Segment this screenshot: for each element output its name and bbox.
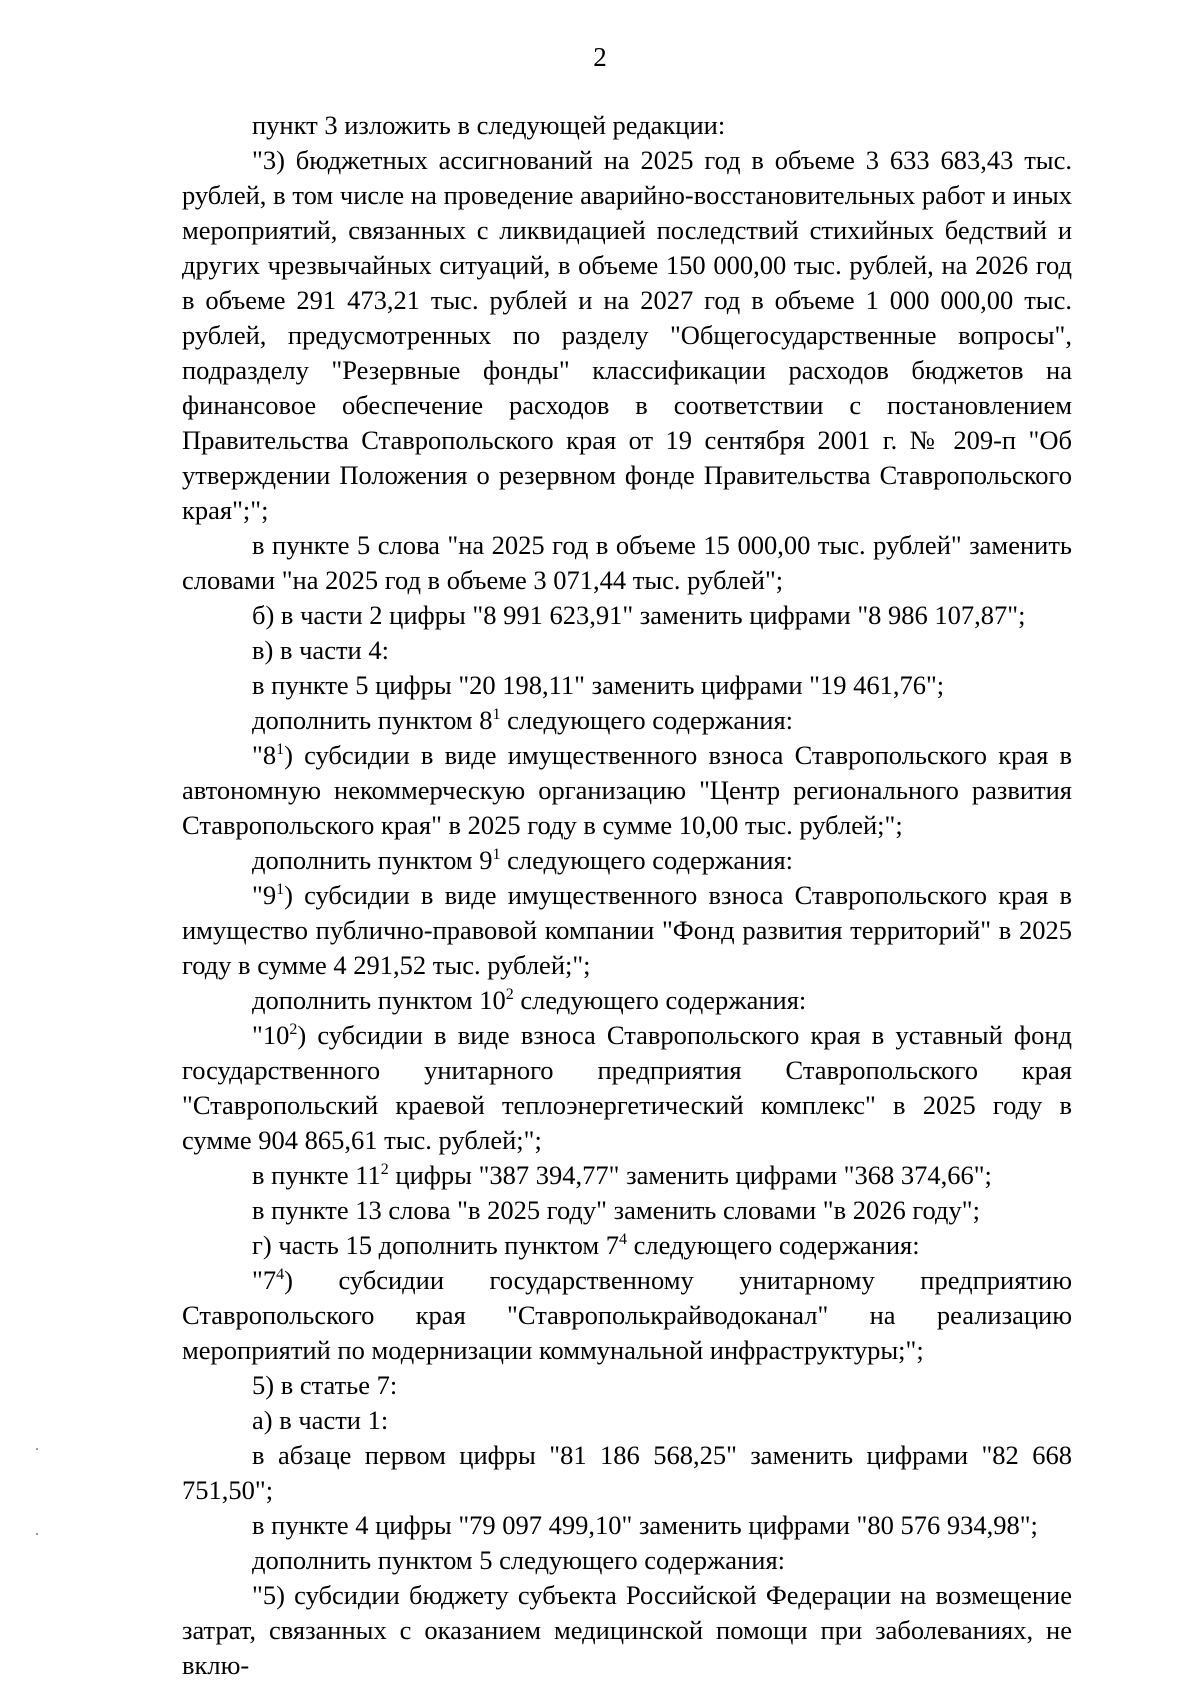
scan-speck	[36, 1448, 38, 1450]
paragraph	[182, 1018, 1072, 1158]
superscript-index: 2	[505, 986, 514, 1003]
paragraph-text: "10	[252, 1020, 290, 1050]
paragraph	[182, 143, 1072, 528]
paragraph-text: в) в части 4:	[252, 635, 389, 665]
paragraph	[182, 1158, 1072, 1193]
paragraph-text: в абзаце первом цифры "81 186 568,25" заменить цифрами "82 668 751,50";	[182, 1440, 1072, 1505]
paragraph-text: в пункте 13 слова "в 2025 году" заменить словами "в 2026 году";	[252, 1195, 980, 1225]
paragraph	[182, 598, 1072, 633]
paragraph-text: ) субсидии в виде имущественного взноса Ставропольского края в автономную некоммерческую организацию "Центр регионального развития Ставропольского края" в 2025 году в сумме 10,00 тыс. рублей;";	[182, 740, 1072, 840]
paragraph	[182, 703, 1072, 738]
paragraph-text: дополнить пунктом 10	[252, 985, 506, 1015]
superscript-index: 2	[380, 1161, 389, 1178]
paragraph	[182, 1403, 1072, 1438]
paragraph	[182, 1193, 1072, 1228]
paragraph-text: следующего содержания:	[513, 985, 807, 1015]
paragraph	[182, 108, 1072, 143]
paragraph	[182, 983, 1072, 1018]
paragraph-text: "9	[252, 880, 277, 910]
paragraph-text: ) субсидии в виде взноса Ставропольского края в уставный фонд государственного унитарного предприятия Ставропольского края "Ставропольский краевой теплоэнергетический комплекс" в 2025 году в сумме 904 865,61 тыс. рублей;";	[182, 1020, 1072, 1155]
superscript-index: 1	[492, 846, 501, 863]
paragraph-text: "8	[252, 740, 277, 770]
superscript-index: 1	[276, 741, 285, 758]
paragraph-text: цифры "387 394,77" заменить цифрами "368 374,66";	[388, 1160, 992, 1190]
paragraph-text: следующего содержания:	[500, 845, 794, 875]
paragraph	[182, 528, 1072, 598]
paragraph-text: дополнить пунктом 5 следующего содержания:	[252, 1545, 785, 1575]
paragraph-text: в пункте 5 слова "на 2025 год в объеме 15 000,00 тыс. рублей" заменить словами "на 2025 год в объеме 3 071,44 тыс. рублей";	[182, 530, 1072, 595]
paragraph-text: пункт 3 изложить в следующей редакции:	[252, 110, 726, 140]
paragraph	[182, 1578, 1072, 1683]
superscript-index: 1	[492, 706, 501, 723]
paragraph	[182, 738, 1072, 843]
paragraph	[182, 1263, 1072, 1368]
page-number: 2	[593, 42, 607, 72]
paragraph	[182, 1508, 1072, 1543]
superscript-index: 4	[619, 1231, 628, 1248]
paragraph-text: а) в части 1:	[252, 1405, 389, 1435]
superscript-index: 1	[276, 881, 285, 898]
paragraph	[182, 878, 1072, 983]
superscript-index: 2	[289, 1021, 298, 1038]
paragraph-text: г) часть 15 дополнить пунктом 7	[252, 1230, 620, 1260]
paragraph-text: 5) в статье 7:	[252, 1370, 398, 1400]
paragraph-text: в пункте 11	[252, 1160, 381, 1190]
document-body	[182, 108, 1072, 1683]
paragraph	[182, 633, 1072, 668]
paragraph	[182, 1438, 1072, 1508]
paragraph	[182, 668, 1072, 703]
paragraph	[182, 1368, 1072, 1403]
paragraph-text: в пункте 5 цифры "20 198,11" заменить цифрами "19 461,76";	[252, 670, 945, 700]
paragraph-text: следующего содержания:	[500, 705, 794, 735]
scan-speck	[36, 1533, 38, 1535]
paragraph	[182, 1228, 1072, 1263]
superscript-index: 4	[276, 1266, 285, 1283]
paragraph-text: дополнить пунктом 8	[252, 705, 493, 735]
paragraph-text: "3) бюджетных ассигнований на 2025 год в объеме 3 633 683,43 тыс. рублей, в том числе на проведение аварийно-восстановительных работ и иных мероприятий, связанных с ликвидацией последствий стихийных бедствий и других чрезвычайных ситуаций, в объеме 150 000,00 тыс. рублей, на 2026 год в объеме 291 473,21 тыс. рублей и на 2027 год в объеме 1 000 000,00 тыс. рублей, предусмотренных по разделу "Общегосударственные вопросы", подразделу "Резервные фонды" классификации расходов бюджетов на финансовое обеспечение расходов в соответствии с постановлением Правительства Ставропольского края от 19 сентября 2001 г. № 209-п "Об утверждении Положения о резервном фонде Правительства Ставропольского края";";	[182, 145, 1072, 525]
paragraph-text: дополнить пунктом 9	[252, 845, 493, 875]
paragraph	[182, 1543, 1072, 1578]
paragraph-text: "7	[252, 1265, 277, 1295]
paragraph	[182, 843, 1072, 878]
paragraph-text: б) в части 2 цифры "8 991 623,91" заменить цифрами "8 986 107,87";	[252, 600, 1026, 630]
paragraph-text: следующего содержания:	[627, 1230, 920, 1260]
paragraph-text: "5) субсидии бюджету субъекта Российской Федерации на возмещение затрат, связанных с оказанием медицинской помощи при заболеваниях, не вклю-	[182, 1580, 1072, 1680]
paragraph-text: ) субсидии в виде имущественного взноса Ставропольского края в имущество публично-правовой компании "Фонд развития территорий" в 2025 году в сумме 4 291,52 тыс. рублей;";	[182, 880, 1072, 980]
paragraph-text: в пункте 4 цифры "79 097 499,10" заменить цифрами "80 576 934,98";	[252, 1510, 1038, 1540]
paragraph-text: ) субсидии государственному унитарному предприятию Ставропольского края "Ставрополькрайводоканал" на реализацию мероприятий по модернизации коммунальной инфраструктуры;";	[182, 1265, 1072, 1365]
